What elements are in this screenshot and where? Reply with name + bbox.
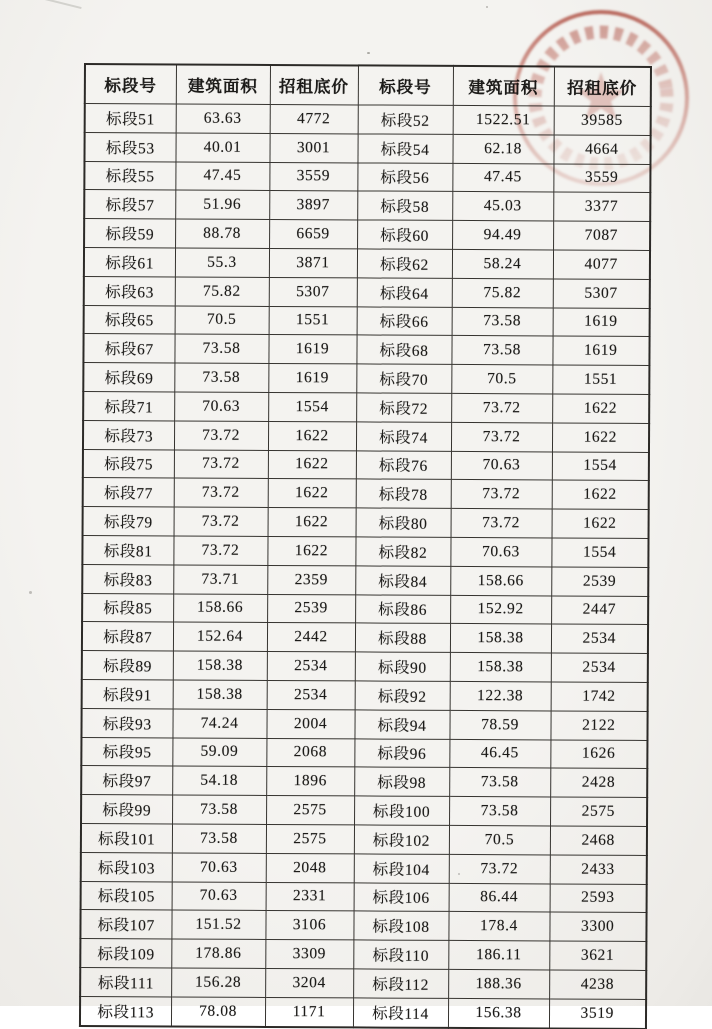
cell-building-area: 158.38 — [173, 651, 267, 680]
cell-section-number: 标段62 — [357, 249, 452, 278]
cell-base-rent: 1896 — [266, 767, 354, 796]
cell-section-number: 标段90 — [355, 652, 450, 681]
cell-section-number: 标段55 — [84, 161, 175, 190]
cell-section-number: 标段78 — [356, 479, 451, 508]
cell-base-rent: 2534 — [551, 624, 648, 653]
cell-base-rent: 4077 — [553, 250, 650, 279]
cell-base-rent: 3871 — [269, 248, 357, 277]
cell-base-rent: 3621 — [549, 941, 646, 970]
table-row — [82, 593, 648, 625]
cell-section-number: 标段110 — [353, 940, 448, 969]
cell-section-number: 标段63 — [84, 276, 175, 305]
cell-section-number: 标段96 — [354, 738, 449, 767]
scan-speck — [486, 6, 488, 8]
cell-building-area: 73.72 — [449, 854, 550, 883]
cell-building-area: 88.78 — [175, 219, 269, 248]
cell-base-rent: 1622 — [268, 450, 356, 479]
cell-section-number: 标段106 — [354, 882, 449, 911]
cell-section-number: 标段52 — [358, 105, 453, 134]
cell-base-rent: 2068 — [266, 738, 354, 767]
cell-section-number: 标段113 — [80, 996, 171, 1026]
cell-base-rent: 1622 — [268, 479, 356, 508]
cell-base-rent: 1619 — [268, 335, 356, 364]
cell-base-rent: 1622 — [552, 423, 649, 452]
cell-section-number: 标段65 — [84, 305, 175, 334]
cell-building-area: 158.38 — [450, 624, 551, 653]
cell-base-rent: 1622 — [552, 394, 649, 423]
cell-section-number: 标段56 — [357, 163, 452, 192]
cell-section-number: 标段72 — [356, 393, 451, 422]
cell-building-area: 73.58 — [172, 795, 266, 824]
cell-building-area: 70.63 — [172, 853, 266, 882]
cell-base-rent: 4238 — [549, 970, 646, 999]
cell-section-number: 标段81 — [82, 535, 173, 564]
cell-base-rent: 2534 — [267, 652, 355, 681]
cell-base-rent: 3001 — [269, 133, 357, 162]
cell-building-area: 78.59 — [449, 710, 550, 739]
cell-section-number: 标段69 — [83, 363, 174, 392]
cell-building-area: 178.4 — [448, 912, 549, 941]
header-building-area-right: 建筑面积 — [453, 66, 554, 106]
table-row — [83, 420, 649, 452]
cell-base-rent: 2004 — [266, 709, 354, 738]
cell-base-rent: 3204 — [265, 968, 353, 997]
cell-base-rent: 2534 — [551, 653, 648, 682]
cell-base-rent: 1626 — [550, 739, 647, 768]
cell-building-area: 73.72 — [451, 480, 552, 509]
cell-base-rent: 1622 — [267, 536, 355, 565]
cell-section-number: 标段71 — [83, 391, 174, 420]
table-row — [81, 795, 647, 827]
cell-base-rent: 3559 — [269, 162, 357, 191]
cell-section-number: 标段114 — [353, 998, 448, 1028]
cell-base-rent: 3519 — [549, 999, 646, 1029]
cell-building-area: 151.52 — [171, 910, 265, 939]
cell-section-number: 标段87 — [82, 622, 173, 651]
cell-building-area: 73.72 — [174, 450, 268, 479]
cell-building-area: 188.36 — [448, 969, 549, 998]
table-row — [81, 737, 647, 769]
cell-section-number: 标段80 — [356, 508, 451, 537]
cell-section-number: 标段94 — [354, 710, 449, 739]
cell-base-rent: 1554 — [552, 452, 649, 481]
cell-section-number: 标段75 — [83, 449, 174, 478]
table-row — [82, 564, 648, 596]
cell-building-area: 152.92 — [450, 595, 551, 624]
cell-base-rent: 2575 — [266, 796, 354, 825]
cell-section-number: 标段88 — [355, 623, 450, 652]
cell-section-number: 标段73 — [83, 420, 174, 449]
cell-base-rent: 1622 — [268, 508, 356, 537]
cell-section-number: 标段70 — [356, 364, 451, 393]
scan-speck — [29, 591, 32, 594]
cell-building-area: 158.38 — [173, 680, 267, 709]
cell-section-number: 标段101 — [81, 823, 172, 852]
cell-building-area: 73.71 — [173, 565, 267, 594]
cell-section-number: 标段112 — [353, 969, 448, 998]
cell-section-number: 标段59 — [84, 219, 175, 248]
cell-section-number: 标段92 — [355, 681, 450, 710]
cell-building-area: 73.58 — [172, 824, 266, 853]
cell-base-rent: 2539 — [267, 594, 355, 623]
cell-building-area: 73.72 — [451, 509, 552, 538]
cell-building-area: 73.58 — [451, 336, 552, 365]
cell-section-number: 标段67 — [83, 334, 174, 363]
cell-building-area: 73.72 — [174, 507, 268, 536]
table-row — [83, 507, 649, 539]
cell-building-area: 122.38 — [450, 681, 551, 710]
cell-section-number: 标段93 — [81, 708, 172, 737]
cell-base-rent: 1619 — [552, 336, 649, 365]
cell-base-rent: 1742 — [551, 682, 648, 711]
cell-building-area: 47.45 — [175, 162, 269, 191]
cell-base-rent: 2048 — [266, 853, 354, 882]
cell-building-area: 40.01 — [175, 133, 269, 162]
table-row — [83, 391, 649, 423]
cell-section-number: 标段86 — [355, 594, 450, 623]
cell-building-area: 70.5 — [451, 365, 552, 394]
cell-section-number: 标段66 — [357, 307, 452, 336]
cell-base-rent: 2575 — [266, 824, 354, 853]
cell-base-rent: 2433 — [550, 855, 647, 884]
cell-building-area: 73.72 — [451, 393, 552, 422]
cell-base-rent: 3897 — [269, 191, 357, 220]
table-row — [81, 708, 647, 740]
cell-base-rent: 4772 — [270, 104, 358, 133]
table-row — [81, 823, 647, 855]
cell-base-rent: 6659 — [269, 220, 357, 249]
cell-base-rent: 2442 — [267, 623, 355, 652]
cell-building-area: 75.82 — [175, 277, 269, 306]
cell-building-area: 58.24 — [452, 249, 553, 278]
scan-speck — [458, 873, 460, 875]
cell-section-number: 标段68 — [356, 335, 451, 364]
cell-section-number: 标段51 — [85, 104, 176, 133]
cell-section-number: 标段100 — [354, 796, 449, 825]
cell-section-number: 标段104 — [354, 854, 449, 883]
table-row — [83, 363, 649, 395]
cell-section-number: 标段77 — [83, 478, 174, 507]
cell-building-area: 86.44 — [449, 883, 550, 912]
table-row — [82, 622, 648, 654]
table-body — [80, 104, 651, 1029]
cell-section-number: 标段108 — [353, 911, 448, 940]
cell-base-rent: 3559 — [553, 164, 650, 193]
cell-section-number: 标段97 — [81, 766, 172, 795]
cell-section-number: 标段61 — [84, 247, 175, 276]
cell-building-area: 73.58 — [174, 334, 268, 363]
cell-section-number: 标段83 — [82, 564, 173, 593]
cell-section-number: 标段98 — [354, 767, 449, 796]
table-header-row — [85, 64, 651, 106]
cell-section-number: 标段105 — [81, 881, 172, 910]
cell-building-area: 94.49 — [452, 221, 553, 250]
cell-section-number: 标段91 — [82, 679, 173, 708]
cell-section-number: 标段84 — [355, 566, 450, 595]
cell-building-area: 51.96 — [175, 190, 269, 219]
table-row — [83, 334, 649, 366]
cell-building-area: 45.03 — [452, 192, 553, 221]
cell-building-area: 73.72 — [174, 478, 268, 507]
bid-sections-table — [79, 63, 652, 1029]
cell-base-rent: 1171 — [265, 997, 353, 1027]
cell-section-number: 标段95 — [81, 737, 172, 766]
scan-smudge — [40, 0, 81, 9]
cell-building-area: 158.66 — [173, 594, 267, 623]
cell-base-rent: 5307 — [269, 277, 357, 306]
cell-section-number: 标段99 — [81, 795, 172, 824]
cell-building-area: 62.18 — [452, 134, 553, 163]
cell-building-area: 59.09 — [172, 738, 266, 767]
cell-building-area: 73.58 — [449, 768, 550, 797]
cell-base-rent: 1622 — [268, 421, 356, 450]
cell-base-rent: 3106 — [265, 911, 353, 940]
cell-section-number: 标段58 — [357, 191, 452, 220]
table-row — [84, 305, 650, 337]
cell-base-rent: 3309 — [265, 940, 353, 969]
cell-building-area: 73.58 — [174, 363, 268, 392]
cell-building-area: 73.72 — [451, 422, 552, 451]
cell-building-area: 70.5 — [175, 306, 269, 335]
table-row — [83, 449, 649, 481]
cell-building-area: 54.18 — [172, 766, 266, 795]
table-row — [80, 939, 646, 971]
cell-base-rent: 2447 — [551, 596, 648, 625]
cell-building-area: 156.28 — [171, 968, 265, 997]
cell-base-rent: 3377 — [553, 192, 650, 221]
cell-building-area: 78.08 — [171, 997, 265, 1027]
cell-base-rent: 1619 — [553, 308, 650, 337]
cell-base-rent: 2331 — [266, 882, 354, 911]
cell-base-rent: 4664 — [553, 135, 650, 164]
cell-building-area: 74.24 — [172, 709, 266, 738]
table-row — [82, 651, 648, 683]
cell-building-area: 47.45 — [452, 163, 553, 192]
cell-building-area: 73.72 — [174, 421, 268, 450]
header-base-rent-left: 招租底价 — [270, 65, 358, 105]
cell-building-area: 70.5 — [449, 825, 550, 854]
cell-section-number: 标段103 — [81, 852, 172, 881]
cell-building-area: 186.11 — [448, 941, 549, 970]
table-row — [84, 190, 650, 222]
header-section-number-left: 标段号 — [85, 64, 176, 104]
table-row — [84, 276, 650, 308]
header-base-rent-right: 招租底价 — [554, 66, 651, 106]
table-row — [82, 679, 648, 711]
cell-base-rent: 1551 — [269, 306, 357, 335]
cell-building-area: 158.38 — [450, 653, 551, 682]
cell-section-number: 标段111 — [80, 967, 171, 996]
table-row — [80, 967, 646, 999]
cell-building-area: 1522.51 — [453, 105, 554, 134]
table-row — [84, 132, 650, 164]
cell-base-rent: 1554 — [268, 392, 356, 421]
table-row — [84, 219, 650, 251]
cell-building-area: 73.72 — [173, 536, 267, 565]
header-building-area-left: 建筑面积 — [176, 64, 270, 104]
cell-section-number: 标段76 — [356, 450, 451, 479]
cell-base-rent: 1619 — [268, 364, 356, 393]
cell-base-rent: 2539 — [551, 567, 648, 596]
table-row — [81, 881, 647, 913]
cell-building-area: 73.58 — [452, 307, 553, 336]
cell-base-rent: 39585 — [554, 106, 651, 135]
header-section-number-right: 标段号 — [358, 65, 453, 105]
scan-speck — [367, 52, 370, 54]
table-row — [84, 161, 650, 193]
cell-building-area: 46.45 — [449, 739, 550, 768]
cell-base-rent: 1551 — [552, 365, 649, 394]
cell-building-area: 75.82 — [452, 278, 553, 307]
table-row — [80, 996, 646, 1028]
cell-section-number: 标段107 — [80, 910, 171, 939]
cell-base-rent: 5307 — [553, 279, 650, 308]
table-row — [82, 535, 648, 567]
cell-base-rent: 2575 — [550, 797, 647, 826]
cell-building-area: 152.64 — [173, 622, 267, 651]
cell-base-rent: 7087 — [553, 221, 650, 250]
cell-base-rent: 3300 — [549, 912, 646, 941]
cell-building-area: 70.63 — [172, 881, 266, 910]
cell-base-rent: 2359 — [267, 565, 355, 594]
cell-section-number: 标段74 — [356, 422, 451, 451]
cell-base-rent: 2593 — [550, 883, 647, 912]
cell-building-area: 178.86 — [171, 939, 265, 968]
cell-building-area: 63.63 — [176, 104, 270, 133]
cell-base-rent: 2534 — [267, 680, 355, 709]
cell-base-rent: 1554 — [551, 538, 648, 567]
cell-section-number: 标段82 — [355, 537, 450, 566]
table-row — [81, 852, 647, 884]
cell-section-number: 标段57 — [84, 190, 175, 219]
cell-base-rent: 1622 — [552, 480, 649, 509]
cell-base-rent: 2428 — [550, 768, 647, 797]
cell-section-number: 标段54 — [357, 134, 452, 163]
table-row — [85, 104, 651, 136]
cell-building-area: 158.66 — [450, 566, 551, 595]
cell-base-rent: 2122 — [550, 711, 647, 740]
cell-section-number: 标段109 — [80, 939, 171, 968]
cell-section-number: 标段79 — [83, 507, 174, 536]
cell-building-area: 156.38 — [448, 998, 549, 1028]
cell-building-area: 55.3 — [175, 248, 269, 277]
cell-section-number: 标段60 — [357, 220, 452, 249]
cell-section-number: 标段89 — [82, 651, 173, 680]
table-row — [80, 910, 646, 942]
cell-base-rent: 2468 — [550, 826, 647, 855]
cell-section-number: 标段102 — [354, 825, 449, 854]
cell-base-rent: 1622 — [552, 509, 649, 538]
cell-building-area: 70.63 — [174, 392, 268, 421]
cell-section-number: 标段85 — [82, 593, 173, 622]
cell-building-area: 70.63 — [451, 451, 552, 480]
cell-section-number: 标段53 — [84, 132, 175, 161]
cell-building-area: 73.58 — [449, 797, 550, 826]
table-row — [84, 247, 650, 279]
table-row — [81, 766, 647, 798]
cell-building-area: 70.63 — [450, 537, 551, 566]
cell-section-number: 标段64 — [357, 278, 452, 307]
table-row — [83, 478, 649, 510]
